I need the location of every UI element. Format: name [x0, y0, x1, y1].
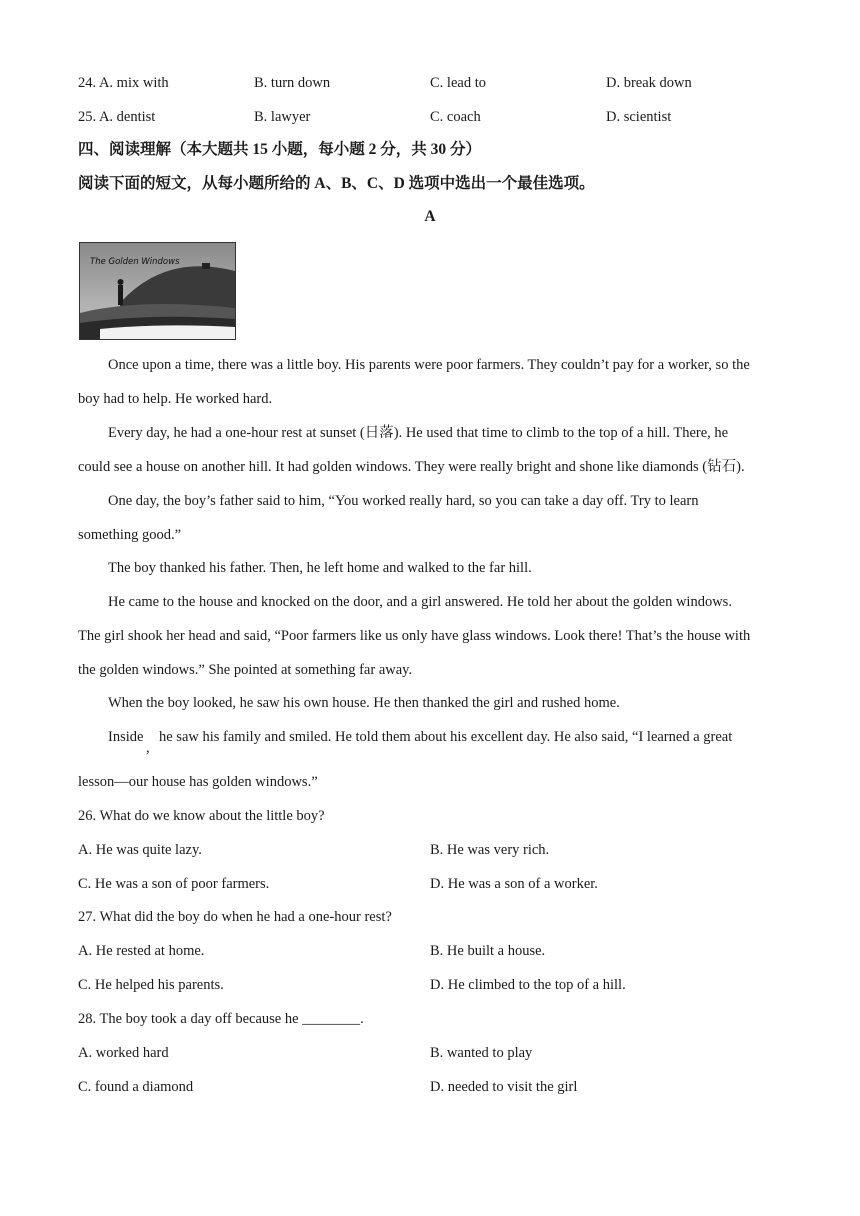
passage-p5-line1: He came to the house and knocked on the door, and a girl answered. He told her about the golden windows. — [108, 594, 732, 610]
q26-option-c: C. He was a son of poor farmers. — [78, 876, 270, 892]
q24-option-b: B. turn down — [254, 75, 331, 91]
q26-option-a: A. He was quite lazy. — [78, 842, 202, 858]
passage-illustration — [79, 242, 236, 340]
q25-option-c: C. coach — [430, 109, 481, 125]
passage-p3-line2: something good.” — [78, 527, 182, 543]
q25-option-d: D. scientist — [606, 109, 672, 125]
q24-option-a: 24. A. mix with — [78, 75, 169, 91]
passage-p1-line1: Once upon a time, there was a little boy. His parents were poor farmers. They couldn’t pay for a worker, so the — [108, 357, 750, 373]
q25-option-a: 25. A. dentist — [78, 109, 156, 125]
passage-p7-inside: Inside — [108, 729, 144, 745]
passage-p6-line1: When the boy looked, he saw his own house. He then thanked the girl and rushed home. — [108, 695, 620, 711]
q27-option-a: A. He rested at home. — [78, 943, 205, 959]
q26-option-d: D. He was a son of a worker. — [430, 876, 598, 892]
q27-option-b: B. He built a house. — [430, 943, 546, 959]
section-instruction: 阅读下面的短文，从每小题所给的 A、B、C、D 选项中选出一个最佳选项。 — [78, 175, 595, 192]
passage-p4-line1: The boy thanked his father. Then, he left home and walked to the far hill. — [108, 560, 532, 576]
passage-p7-comma: , — [146, 740, 150, 756]
q27-option-c: C. He helped his parents. — [78, 977, 224, 993]
passage-label: A — [424, 208, 436, 225]
q24-option-d: D. break down — [606, 75, 692, 91]
passage-p5-line3: the golden windows.” She pointed at something far away. — [78, 662, 413, 678]
passage-p1-line2: boy had to help. He worked hard. — [78, 391, 273, 407]
q24-option-c: C. lead to — [430, 75, 486, 91]
section-heading: 四、阅读理解（本大题共 15 小题，每小题 2 分，共 30 分） — [78, 141, 482, 158]
q27-option-d: D. He climbed to the top of a hill. — [430, 977, 626, 993]
passage-p7-line1: he saw his family and smiled. He told them about his excellent day. He also said, “I learned a great — [159, 729, 733, 745]
q28-option-a: A. worked hard — [78, 1045, 169, 1061]
q28-stem: 28. The boy took a day off because he ________. — [78, 1011, 364, 1027]
q28-option-d: D. needed to visit the girl — [430, 1079, 578, 1095]
passage-p5-line2: The girl shook her head and said, “Poor farmers like us only have glass windows. Look there! That’s the house with — [78, 628, 751, 644]
q25-option-b: B. lawyer — [254, 109, 311, 125]
q28-option-c: C. found a diamond — [78, 1079, 194, 1095]
q26-stem: 26. What do we know about the little boy? — [78, 808, 325, 824]
illustration-caption: The Golden Windows — [90, 257, 180, 267]
passage-p2-line1: Every day, he had a one-hour rest at sunset (日落). He used that time to climb to the top of a hill. There, he — [108, 425, 729, 441]
passage-p2-line2: could see a house on another hill. It had golden windows. They were really bright and shone like diamonds (钻石). — [78, 459, 745, 475]
passage-p3-line1: One day, the boy’s father said to him, “You worked really hard, so you can take a day off. Try to learn — [108, 493, 699, 509]
passage-p7-line2: lesson—our house has golden windows.” — [78, 774, 318, 790]
q28-option-b: B. wanted to play — [430, 1045, 533, 1061]
q27-stem: 27. What did the boy do when he had a one-hour rest? — [78, 909, 392, 925]
q26-option-b: B. He was very rich. — [430, 842, 550, 858]
